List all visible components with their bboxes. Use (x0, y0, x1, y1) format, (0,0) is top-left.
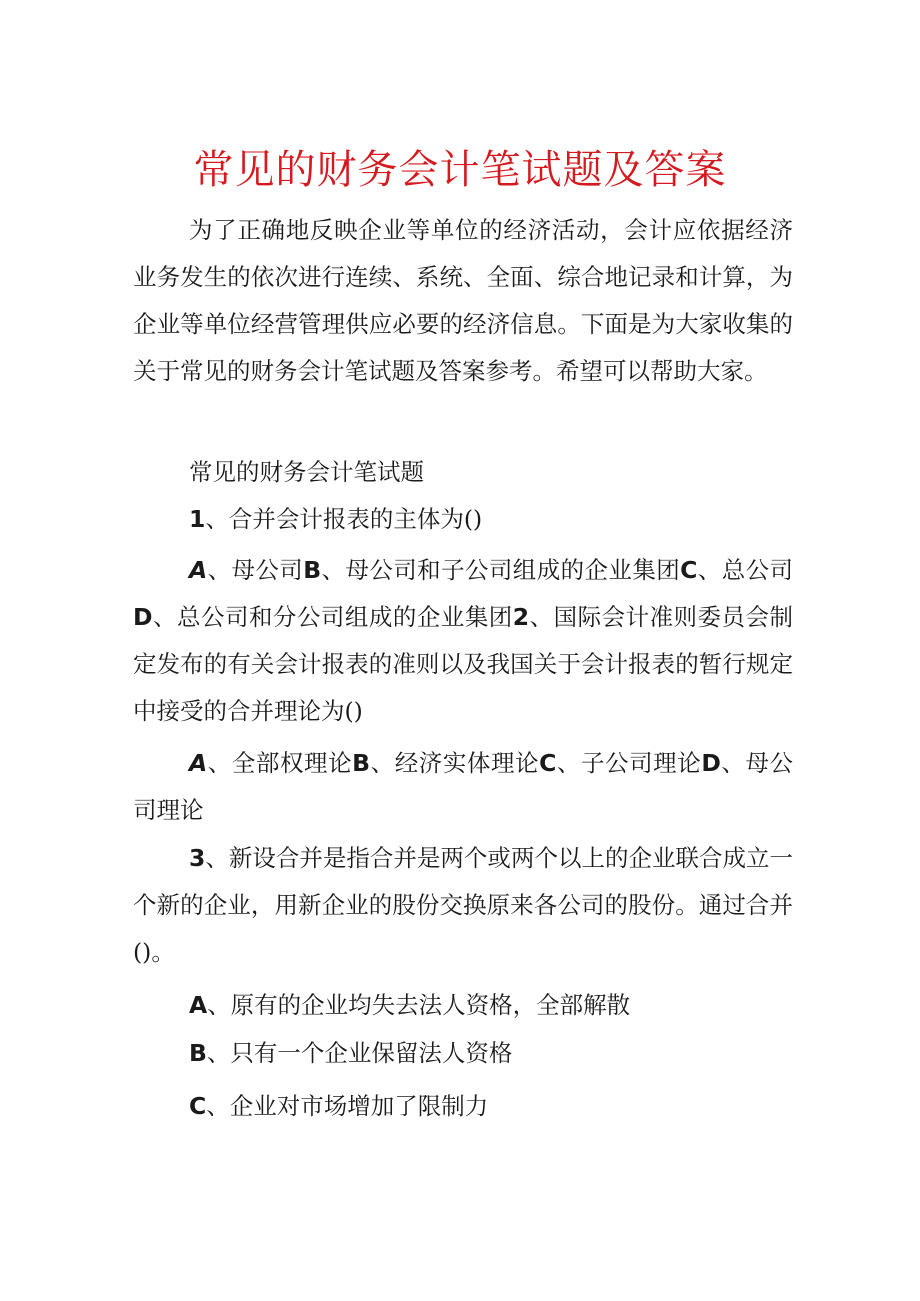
q2-option-c-text: 、子公司理论 (556, 749, 702, 777)
question-3-number: 3 (189, 844, 206, 872)
q1-option-c-label: C (680, 556, 698, 584)
q3-option-a-label: A (189, 991, 208, 1019)
question-3 (133, 835, 793, 976)
q1-option-b-text: 、母公司和子公司组成的企业集团 (321, 556, 681, 584)
q3-option-b-text: 、只有一个企业保留法人资格 (206, 1039, 513, 1067)
q1-option-a-label: A (189, 556, 208, 584)
question-2-number: 2 (512, 603, 530, 631)
question-1-number: 1 (189, 505, 206, 533)
q2-option-b-label: B (352, 749, 371, 777)
q1-option-a-text: 、母公司 (207, 556, 304, 584)
intro-paragraph: 为了正确地反映企业等单位的经济活动，会计应依据经济业务发生的依次进行连续、系统、全面、综合地记录和计算，为企业等单位经营管理供应必要的经济信息。下面是为大家收集的关于常见的财务会计笔试题及答案参考。希望可以帮助大家。 (133, 216, 793, 385)
q3-option-a-text: 、原有的企业均失去法人资格，全部解散 (207, 991, 631, 1019)
q2-option-b-text: 、经济实体理论 (370, 749, 540, 777)
q3-option-a (133, 982, 793, 1029)
question-2-text: 、国际会计准则委员会制定发布的有关会计报表的准则以及我国关于会计报表的暂行规定中接受的合并理论为() (133, 603, 794, 725)
section-heading: 常见的财务会计笔试题 (189, 458, 424, 486)
q3-option-c (133, 1083, 793, 1130)
q3-option-b (133, 1030, 793, 1077)
q3-option-c-label: C (189, 1092, 207, 1120)
q1-option-d-label: D (133, 603, 153, 631)
question-3-text: 、新设合并是指合并是两个或两个以上的企业联合成立一个新的企业，用新企业的股份交换原来各公司的股份。通过合并()。 (133, 844, 793, 966)
question-1 (133, 496, 793, 543)
question-1-options (133, 547, 793, 735)
question-2-options (133, 740, 793, 834)
q2-option-a-text: 、全部权理论 (207, 749, 353, 777)
q2-option-a-label: A (189, 749, 208, 777)
question-1-text: 、合并会计报表的主体为() (205, 505, 483, 533)
q1-option-d-text: 、总公司和分公司组成的企业集团 (152, 603, 513, 631)
q2-option-d-label: D (701, 749, 721, 777)
q1-option-b-label: B (303, 556, 322, 584)
document-title: 常见的财务会计笔试题及答案 (193, 147, 727, 193)
q3-option-b-label: B (189, 1039, 207, 1067)
q2-option-c-label: C (539, 749, 557, 777)
q1-option-c-text: 、总公司 (697, 556, 794, 584)
q3-option-c-text: 、企业对市场增加了限制力 (206, 1092, 489, 1120)
q2-option-d-text: 、母公司理论 (133, 749, 794, 824)
